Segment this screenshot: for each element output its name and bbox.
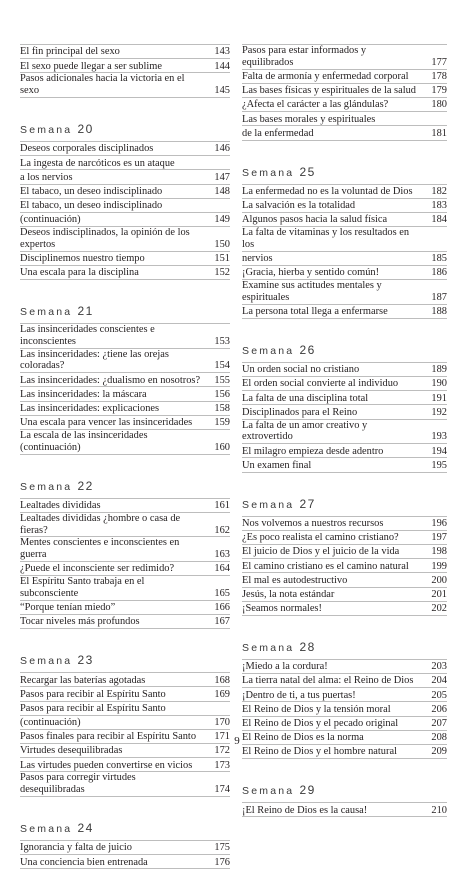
entry-title: Mentes conscientes e inconscientes en guerra [20, 537, 180, 561]
entry-title: nervios [242, 253, 273, 265]
toc-section [242, 759, 447, 817]
toc-entry[interactable] [20, 252, 230, 266]
toc-entry[interactable] [242, 70, 447, 84]
entry-title: La persona total llega a enfermarse [242, 306, 388, 318]
entry-title: El Espíritu Santo trabaja en el subconsciente [20, 576, 145, 599]
toc-entry[interactable] [20, 387, 230, 401]
toc-entry[interactable] [242, 660, 447, 674]
entry-title: “Porque tenían miedo” [20, 602, 116, 614]
entry-page: 181 [431, 127, 447, 139]
toc-entry[interactable] [20, 513, 230, 538]
toc-entry[interactable] [242, 573, 447, 587]
toc-entry[interactable] [20, 170, 230, 184]
entry-title: Las insinceridades: explicaciones [20, 403, 160, 415]
toc-entry[interactable] [20, 499, 230, 513]
entry-title: ¡Seamos normales! [242, 603, 322, 615]
week-label: Semana [242, 498, 295, 511]
week-label: Semana [20, 123, 73, 136]
entry-title: El camino cristiano es el camino natural [242, 560, 409, 572]
week-header [20, 653, 230, 668]
section-gap [242, 319, 447, 337]
entry-page: 195 [431, 459, 447, 471]
section-gap [20, 797, 230, 815]
entry-title: La tierra natal del alma: el Reino de Dios [242, 675, 414, 687]
entry-page: 207 [431, 718, 447, 730]
week-number: 23 [77, 653, 94, 668]
week-label: Semana [242, 785, 295, 798]
toc-entry[interactable] [20, 73, 230, 98]
toc-entry[interactable] [20, 716, 230, 730]
toc-entry[interactable] [20, 349, 230, 374]
toc-rows [242, 516, 447, 616]
entry-title: Las insinceridades: ¿dualismo en nosotros? [20, 374, 201, 386]
entry-title: Examine sus actitudes mentales y espirituales [242, 280, 382, 303]
entry-page: 205 [431, 689, 447, 701]
entry-page: 160 [214, 441, 230, 453]
entry-page: 164 [214, 563, 230, 575]
toc-entry[interactable] [20, 142, 230, 156]
week-number: 28 [299, 639, 316, 654]
entry-page: 209 [431, 746, 447, 758]
entry-title: ¡El Reino de Dios es la causa! [242, 804, 368, 816]
entry-title: Las insinceridades conscientes e inconscientes [20, 324, 155, 347]
entry-title: Recargar las baterías agotadas [20, 674, 146, 686]
entry-page: 178 [431, 70, 447, 82]
toc-entry[interactable] [242, 199, 447, 213]
entry-title: El juicio de Dios y el juicio de la vida [242, 546, 400, 558]
toc-entry[interactable] [242, 363, 447, 377]
entry-title: Lealtades divididas [20, 499, 101, 511]
entry-page: 150 [214, 238, 230, 250]
week-label: Semana [20, 823, 73, 836]
entry-title: ¿Es poco realista el camino cristiano? [242, 532, 399, 544]
entry-page: 196 [431, 517, 447, 529]
toc-rows [20, 323, 230, 455]
entry-title: El sexo puede llegar a ser sublime [20, 60, 162, 72]
entry-title: Tocar niveles más profundos [20, 616, 140, 628]
entry-title: El tabaco, un deseo indisciplinado [20, 200, 163, 212]
toc-entry[interactable] [242, 688, 447, 702]
toc-entry[interactable] [20, 199, 230, 213]
entry-title: Las virtudes pueden convertirse en vicios [20, 759, 193, 771]
toc-entry[interactable] [242, 185, 447, 199]
week-header [20, 122, 230, 137]
entry-page: 162 [214, 524, 230, 536]
week-number: 26 [299, 342, 316, 357]
entry-title: (continuación) [20, 717, 81, 729]
section-gap [242, 141, 447, 159]
entry-page: 176 [214, 856, 230, 868]
entry-page: 199 [431, 560, 447, 572]
week-header [242, 165, 447, 180]
toc-rows [20, 840, 230, 869]
toc-entry[interactable] [20, 758, 230, 772]
entry-page: 151 [214, 253, 230, 265]
entry-title: Una escala para vencer las insinceridades [20, 417, 193, 429]
toc-rows [20, 498, 230, 630]
toc-entry[interactable] [20, 537, 230, 562]
entry-page: 206 [431, 703, 447, 715]
entry-page: 159 [214, 417, 230, 429]
entry-title: ¿Afecta el carácter a las glándulas? [242, 99, 389, 111]
toc-entry[interactable] [20, 430, 230, 455]
entry-page: 197 [431, 532, 447, 544]
entry-page: 168 [214, 674, 230, 686]
week-label: Semana [242, 641, 295, 654]
entry-page: 173 [214, 759, 230, 771]
toc-entry[interactable] [242, 531, 447, 545]
entry-page: 184 [431, 214, 447, 226]
entry-page: 188 [431, 306, 447, 318]
toc-rows [242, 802, 447, 817]
entry-title: ¿Puede el inconsciente ser redimido? [20, 563, 175, 575]
entry-title: El fin principal del sexo [20, 46, 120, 58]
week-header [242, 497, 447, 512]
entry-page: 143 [214, 46, 230, 58]
toc-entry[interactable] [242, 674, 447, 688]
entry-title: El milagro empieza desde adentro [242, 445, 384, 457]
toc-entry[interactable] [20, 156, 230, 170]
entry-page: 153 [214, 335, 230, 347]
toc-entry[interactable] [20, 576, 230, 601]
toc-entry[interactable] [242, 602, 447, 616]
entry-title: ¡Dentro de ti, a tus puertas! [242, 689, 356, 701]
toc-entry[interactable] [242, 266, 447, 280]
entry-page: 149 [214, 214, 230, 226]
week-header [20, 479, 230, 494]
entry-page: 183 [431, 200, 447, 212]
entry-page: 167 [214, 616, 230, 628]
entry-page: 174 [214, 784, 230, 796]
entry-title: El Reino de Dios es la norma [242, 732, 364, 744]
toc-entry[interactable] [242, 227, 447, 252]
entry-title: La enfermedad no es la voluntad de Dios [242, 185, 413, 197]
entry-page: 204 [431, 675, 447, 687]
entry-page: 210 [431, 804, 447, 816]
entry-page: 175 [214, 842, 230, 854]
section-gap [20, 98, 230, 116]
toc-entry[interactable] [242, 112, 447, 126]
entry-page: 154 [214, 360, 230, 372]
entry-page: 201 [431, 588, 447, 600]
toc-entry[interactable] [242, 305, 447, 319]
entry-title: Deseos corporales disciplinados [20, 143, 154, 155]
week-number: 24 [77, 821, 94, 836]
entry-title: Pasos finales para recibir al Espíritu Santo [20, 731, 197, 743]
entry-page: 208 [431, 732, 447, 744]
entry-page: 161 [214, 499, 230, 511]
entry-title: Jesús, la nota estándar [242, 588, 335, 600]
section-gap [242, 759, 447, 777]
entry-page: 198 [431, 546, 447, 558]
entry-page: 179 [431, 85, 447, 97]
entry-title: (continuación) [20, 214, 81, 226]
entry-page: 185 [431, 253, 447, 265]
toc-entry[interactable] [20, 324, 230, 349]
toc-section [242, 44, 447, 141]
entry-title: Falta de armonía y enfermedad corporal [242, 70, 409, 82]
entry-title: La falta de una disciplina total [242, 392, 369, 404]
entry-page: 192 [431, 406, 447, 418]
entry-title: Una escala para la disciplina [20, 267, 139, 279]
toc-entry[interactable] [242, 45, 447, 70]
entry-title: Lealtades divididas ¿hombre o casa de fieras? [20, 512, 181, 536]
toc-entry[interactable] [242, 517, 447, 531]
entry-title: Las insinceridades: la máscara [20, 388, 147, 400]
toc-entry[interactable] [20, 373, 230, 387]
entry-title: Ignorancia y falta de juicio [20, 842, 132, 854]
toc-entry[interactable] [242, 84, 447, 98]
toc-entry[interactable] [242, 588, 447, 602]
toc-entry[interactable] [20, 601, 230, 615]
toc-section [20, 44, 230, 98]
toc-entry[interactable] [20, 841, 230, 855]
entry-title: Nos volvemos a nuestros recursos [242, 517, 384, 529]
entry-title: Un examen final [242, 459, 312, 471]
entry-page: 177 [431, 56, 447, 68]
section-gap [242, 473, 447, 491]
entry-page: 172 [214, 745, 230, 757]
right-column [242, 44, 447, 817]
toc-section [242, 473, 447, 616]
entry-title: Las insinceridades: ¿tiene las orejas coloradas? [20, 348, 169, 372]
toc-entry[interactable] [242, 458, 447, 472]
toc-rows [20, 141, 230, 280]
toc-rows [242, 184, 447, 319]
week-header [20, 821, 230, 836]
toc-entry[interactable] [20, 416, 230, 430]
entry-title: Pasos adicionales hacia la victoria en el sexo [20, 73, 185, 97]
toc-entry[interactable] [242, 126, 447, 140]
entry-page: 203 [431, 661, 447, 673]
entry-title: El Reino de Dios y el hombre natural [242, 746, 397, 758]
entry-title: Las bases morales y espirituales [242, 113, 376, 125]
entry-page: 186 [431, 267, 447, 279]
entry-page: 189 [431, 364, 447, 376]
week-number: 22 [77, 478, 94, 493]
week-header [242, 783, 447, 798]
section-gap [20, 629, 230, 647]
entry-title: Las bases físicas y espirituales de la salud [242, 85, 416, 97]
toc-entry[interactable] [242, 717, 447, 731]
entry-page: 202 [431, 603, 447, 615]
week-number: 21 [77, 304, 94, 319]
entry-title: El Reino de Dios y el pecado original [242, 718, 399, 730]
entry-page: 171 [214, 731, 230, 743]
toc-rows [20, 44, 230, 98]
week-label: Semana [242, 344, 295, 357]
entry-title: La falta de vitaminas y los resultados en los [242, 227, 410, 250]
week-header [242, 640, 447, 655]
entry-page: 187 [431, 291, 447, 303]
week-number: 27 [299, 496, 316, 511]
entry-title: El mal es autodestructivo [242, 574, 348, 586]
entry-title: La escala de las insinceridades (continuación) [20, 430, 148, 453]
entry-title: Un orden social no cristiano [242, 364, 360, 376]
toc-section [242, 141, 447, 319]
week-label: Semana [20, 480, 73, 493]
toc-section [20, 280, 230, 455]
entry-page: 152 [214, 267, 230, 279]
toc-entry[interactable] [20, 772, 230, 797]
entry-page: 169 [214, 688, 230, 700]
entry-page: 146 [214, 143, 230, 155]
entry-title: Deseos indisciplinados, la opinión de los expertos [20, 227, 190, 250]
toc-entry[interactable] [242, 559, 447, 573]
toc-entry[interactable] [242, 803, 447, 817]
entry-title: ¡Gracia, hierba y sentido común! [242, 267, 380, 279]
entry-page: 200 [431, 574, 447, 586]
entry-title: a los nervios [20, 171, 73, 183]
toc-entry[interactable] [20, 615, 230, 629]
entry-page: 163 [214, 549, 230, 561]
toc-entry[interactable] [242, 444, 447, 458]
entry-page: 144 [214, 60, 230, 72]
toc-entry[interactable] [242, 545, 447, 559]
entry-title: El tabaco, un deseo indisciplinado [20, 185, 163, 197]
entry-title: Virtudes desequilibradas [20, 745, 123, 757]
toc-entry[interactable] [20, 185, 230, 199]
section-gap [20, 280, 230, 298]
entry-page: 194 [431, 445, 447, 457]
entry-title: Algunos pasos hacia la salud física [242, 214, 388, 226]
toc-entry[interactable] [20, 45, 230, 59]
entry-title: Pasos para corregir virtudes desequilibradas [20, 772, 136, 796]
entry-page: 156 [214, 388, 230, 400]
toc-section [20, 455, 230, 630]
toc-entry[interactable] [20, 673, 230, 687]
toc-entry[interactable] [20, 702, 230, 716]
toc-entry[interactable] [20, 402, 230, 416]
entry-title: La ingesta de narcóticos es un ataque [20, 157, 175, 169]
toc-entry[interactable] [20, 227, 230, 252]
entry-page: 180 [431, 99, 447, 111]
section-gap [20, 455, 230, 473]
toc-entry[interactable] [242, 98, 447, 112]
entry-page: 145 [214, 85, 230, 97]
entry-page: 190 [431, 378, 447, 390]
entry-page: 155 [214, 374, 230, 386]
entry-title: El orden social convierte al individuo [242, 378, 399, 390]
week-header [20, 304, 230, 319]
entry-page: 158 [214, 403, 230, 415]
toc-entry[interactable] [20, 855, 230, 869]
toc-entry[interactable] [242, 405, 447, 419]
entry-title: Pasos para recibir al Espíritu Santo [20, 702, 166, 714]
entry-page: 170 [214, 717, 230, 729]
entry-page: 147 [214, 171, 230, 183]
toc-entry[interactable] [242, 252, 447, 266]
page-number: 9 [234, 735, 240, 747]
entry-title: La falta de un amor creativo y extrovertido [242, 419, 368, 443]
week-label: Semana [20, 306, 73, 319]
toc-entry[interactable] [242, 213, 447, 227]
toc-entry[interactable] [20, 213, 230, 227]
entry-title: de la enfermedad [242, 127, 314, 139]
toc-entry[interactable] [242, 280, 447, 305]
toc-entry[interactable] [20, 59, 230, 73]
toc-entry[interactable] [242, 420, 447, 445]
toc-rows [242, 44, 447, 141]
entry-page: 148 [214, 185, 230, 197]
week-label: Semana [20, 655, 73, 668]
entry-page: 165 [214, 587, 230, 599]
entry-title: Disciplinemos nuestro tiempo [20, 253, 145, 265]
section-gap [242, 616, 447, 634]
entry-page: 193 [431, 431, 447, 443]
week-number: 29 [299, 783, 316, 798]
entry-title: ¡Miedo a la cordura! [242, 661, 328, 673]
toc-entry[interactable] [20, 266, 230, 280]
entry-page: 191 [431, 392, 447, 404]
week-number: 25 [299, 164, 316, 179]
entry-title: Una conciencia bien entrenada [20, 856, 148, 868]
week-label: Semana [242, 166, 295, 179]
entry-title: Disciplinados para el Reino [242, 406, 358, 418]
toc-section [242, 319, 447, 473]
toc-rows [242, 362, 447, 473]
toc-entry[interactable] [242, 391, 447, 405]
toc-entry[interactable] [242, 377, 447, 391]
toc-section [20, 629, 230, 797]
entry-title: El Reino de Dios y la tensión moral [242, 703, 391, 715]
entry-page: 182 [431, 185, 447, 197]
toc-section [20, 98, 230, 280]
entry-title: Pasos para estar informados y equilibrados [242, 45, 367, 68]
entry-title: Pasos para recibir al Espíritu Santo [20, 688, 166, 700]
toc-section [20, 797, 230, 869]
week-number: 20 [77, 121, 94, 136]
entry-title: La salvación es la totalidad [242, 200, 356, 212]
entry-page: 166 [214, 602, 230, 614]
toc-entry[interactable] [20, 562, 230, 576]
toc-entry[interactable] [20, 687, 230, 701]
toc-entry[interactable] [242, 702, 447, 716]
toc-entry[interactable] [242, 745, 447, 759]
week-header [242, 343, 447, 358]
